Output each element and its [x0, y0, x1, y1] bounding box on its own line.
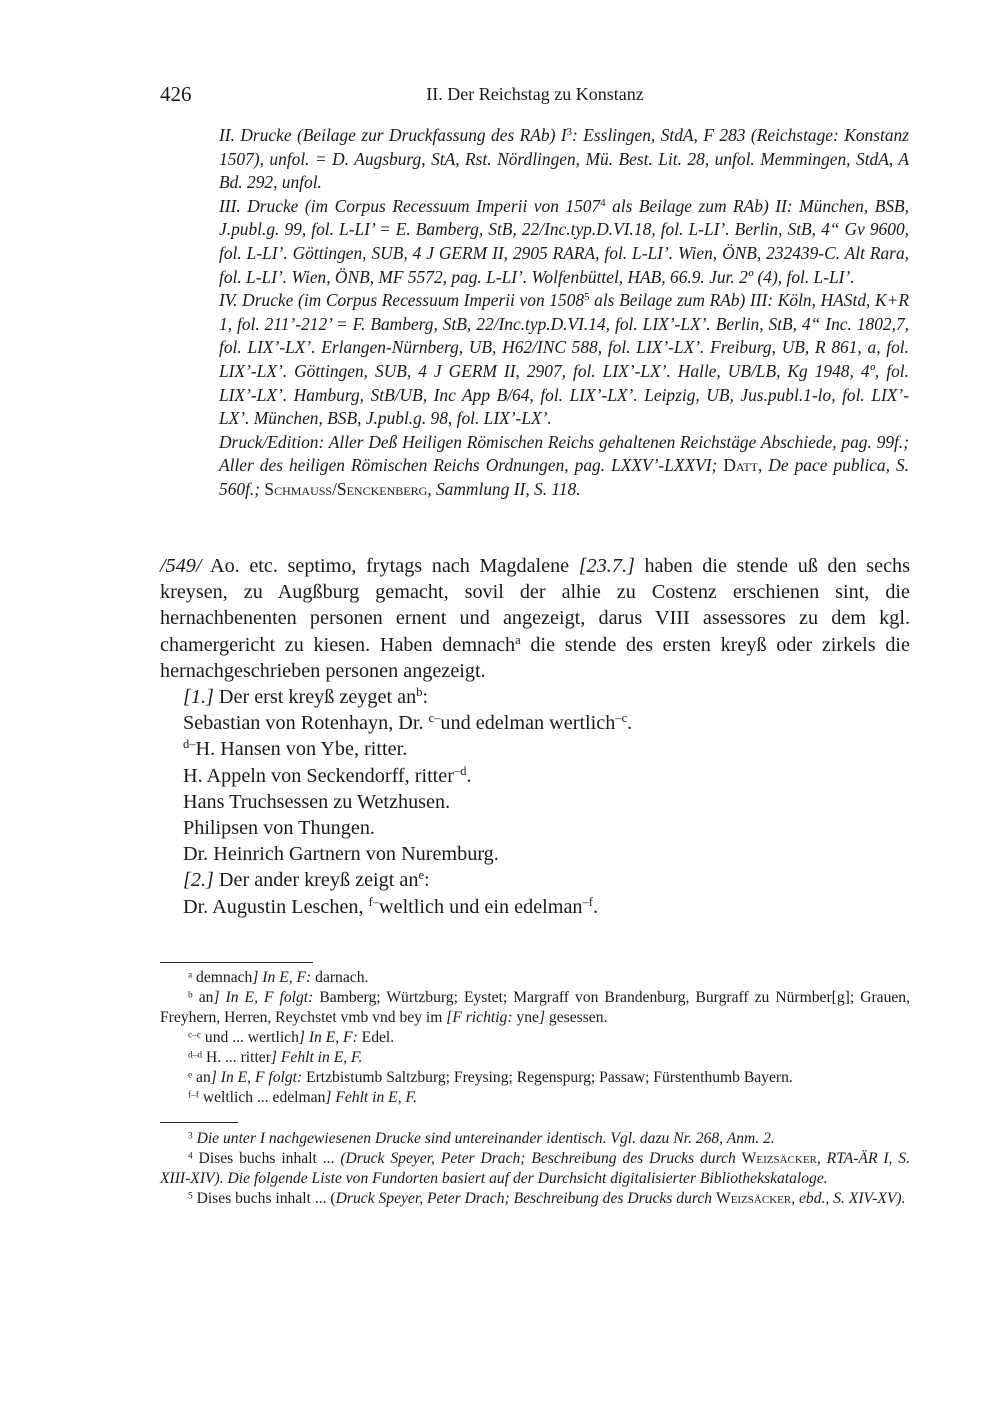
author-datt: Datt	[723, 455, 758, 476]
apparatus-note: $^{f-f}$ weltlich ... edelman] Fehlt in E, F.	[188, 1089, 417, 1106]
list-item: [2.] Der ander kreyß zeigt $an^e$:	[183, 868, 430, 892]
critical-apparatus	[160, 968, 910, 1108]
apparatus-divider	[160, 962, 313, 963]
apparatus-ref[interactable]: d–	[183, 737, 196, 752]
author-schmauss: Schmauss/Senckenberg	[264, 478, 428, 499]
page-number: 426	[160, 82, 192, 106]
apparatus-note: $^e$ an] In E, F folgt: Ertzbistumb Saltzburg; Freysing; Regenspurg; Passaw; Fürstenthumb Bayern.	[188, 1069, 793, 1086]
apparatus-note: $^a$ demnach] In E, F: darnach.	[188, 969, 369, 986]
footnote: $^5$ Dises buchs inhalt ... (Druck Speyer, Peter Drach; Beschreibung des Drucks durch Weizsäcker, ebd., S. XIV-XV).	[188, 1190, 906, 1207]
list-item: [1.] Der erst kreyß zeyget $an^b$:	[183, 685, 429, 709]
footnote: $^3$ Die unter I nachgewiesenen Drucke sind untereinander identisch. Vgl. dazu Nr. 268, Anm. 2.	[188, 1130, 775, 1147]
apparatus-note: $^{c-c}$ und ... wertlich] In E, F: Edel.	[188, 1029, 395, 1046]
apparatus-ref[interactable]: –c	[615, 711, 628, 726]
source-entry: III. Drucke (im Corpus Recessuum Imperii von 1507$^4$ als Beilage zum RAb) II: München, BSB, J.publ.g. 99, fol. L-LI’ = E. Bamberg, StB, 22/Inc.typ.D.VI.18, fol. L-LI’. Berlin, StB, 4“ Gv 9600, fol. L-LI’. Göttingen, SUB, 4 J GERM II, 2905 RARA, fol. L-LI’. Wien, ÖNB, 232439-C. Alt Rara, fol. L-LI’. Wien, ÖNB, MF 5572, pag. L-LI’. Wolfenbüttel, HAB, 66.9. Jur. 2º (4), fol. L-LI’.	[219, 195, 909, 287]
apparatus-ref[interactable]: b	[416, 685, 423, 700]
footnote-ref[interactable]: 5	[584, 291, 590, 304]
footnote-divider	[160, 1122, 238, 1123]
list-item: Dr. Augustin Leschen, $^{f-}$weltlich und ein edelman$^{-f}$.	[183, 894, 599, 918]
date-annotation: [23.7.]	[578, 555, 635, 577]
apparatus-ref[interactable]: c–	[428, 711, 441, 726]
apparatus-ref[interactable]: e	[418, 868, 424, 883]
apparatus-note: $^{d-d}$ H. ... ritter] Fehlt in E, F.	[188, 1049, 363, 1066]
footnote-ref[interactable]: 4	[600, 196, 606, 209]
folio-marker: /549/	[160, 555, 202, 577]
edition-entry: Druck/Edition: Aller Deß Heiligen Römischen Reichs gehaltenen Reichstäge Abschiede, pag. 99f.; Aller des heiligen Römischen Reichs Ordnungen, pag. LXXV’-LXXVI; Datt, De pace publica, S. 560f.; Schmauss/Senckenberg, Sammlung II, S. 118.	[219, 431, 909, 499]
apparatus-ref[interactable]: –f	[582, 894, 593, 909]
main-paragraph: /549/ Ao. etc. septimo, frytags nach Magdalene [23.7.] haben die stende uß den sechs kreysen, zu Augßburg gemacht, sovil der alhie zu Costenz erschienen sint, die hernachbenenten personen ernent und angezeigt, darus VIII assessores zu dem kgl. chamergericht zu kiesen. Haben demnach$^a$ die stende des ersten kreyß oder zirkels die hernachgeschrieben personen angezeigt.	[160, 555, 911, 682]
list-item: Hans Truchsessen zu Wetzhusen.	[183, 790, 451, 813]
footnote: $^4$ Dises buchs inhalt ... (Druck Speyer, Peter Drach; Beschreibung des Drucks durch Weizsäcker, RTA-ÄR I, S. XIII-XIV). Die folgende Liste von Fundorten basiert auf der Durchsicht digitalisierter Bibliothekskataloge.	[160, 1150, 911, 1187]
list-item: Sebastian von Rotenhayn, Dr. $^{c-}$und edelman wertlich$^{-c}$.	[183, 711, 633, 735]
apparatus-ref[interactable]: a	[515, 632, 521, 647]
list-item: H. Appeln von Seckendorff, ritter$^{-d}$.	[183, 763, 472, 787]
footnote-ref[interactable]: 3	[566, 126, 573, 139]
apparatus-ref[interactable]: –d	[453, 763, 467, 778]
list-item: $^{d-}$H. Hansen von Ybe, ritter.	[183, 737, 408, 761]
list-item: Philipsen von Thungen.	[183, 817, 375, 840]
list-item: Dr. Heinrich Gartnern von Nuremburg.	[183, 843, 499, 866]
apparatus-note: $^b$ an] In E, F folgt: Bamberg; Würtzburg; Eystet; Margraff von Brandenburg, Burgraff zu Nürmber[g]; Grauen, Freyhern, Herren, Reychstet vmb vnd bey im [F richtig: yne] gesessen.	[160, 989, 910, 1026]
source-tradition	[219, 124, 909, 502]
footnotes	[160, 1129, 910, 1209]
document-text	[160, 553, 910, 920]
source-entry: IV. Drucke (im Corpus Recessuum Imperii von 1508$^5$ als Beilage zum RAb) III: Köln, HAStd, K+R 1, fol. 211’-212’ = F. Bamberg, StB, 22/Inc.typ.D.VI.14, fol. LIX’-LX’. Berlin, StB, 4“ Inc. 1802,7, fol. LIX’-LX’. Erlangen-Nürnberg, UB, H62/INC 588, fol. LIX’-LX’. Freiburg, UB, R 861, a, fol. LIX’-LX’. Göttingen, SUB, 4 J GERM II, 2907, fol. LIX’-LX’. Halle, UB/LB, Kg 1948, 4º, fol. LIX’-LX’. Hamburg, StB/UB, Inc App B/64, fol. LIX’-LX’. Leipzig, UB, Jus.publ.1-lo, fol. LIX’-LX’. München, BSB, J.publ.g. 98, fol. LIX’-LX’.	[219, 290, 909, 429]
apparatus-ref[interactable]: f–	[368, 894, 380, 909]
source-entry: II. Drucke (Beilage zur Druckfassung des RAb) $I^3$: Esslingen, StdA, F 283 (Reichstage: Konstanz 1507), unfol. = D. Augsburg, StA, Rst. Nördlingen, Mü. Best. Lit. 28, unfol. Memmingen, StdA, A Bd. 292, unfol.	[219, 125, 909, 193]
running-title: II. Der Reichstag zu Konstanz	[426, 84, 644, 104]
